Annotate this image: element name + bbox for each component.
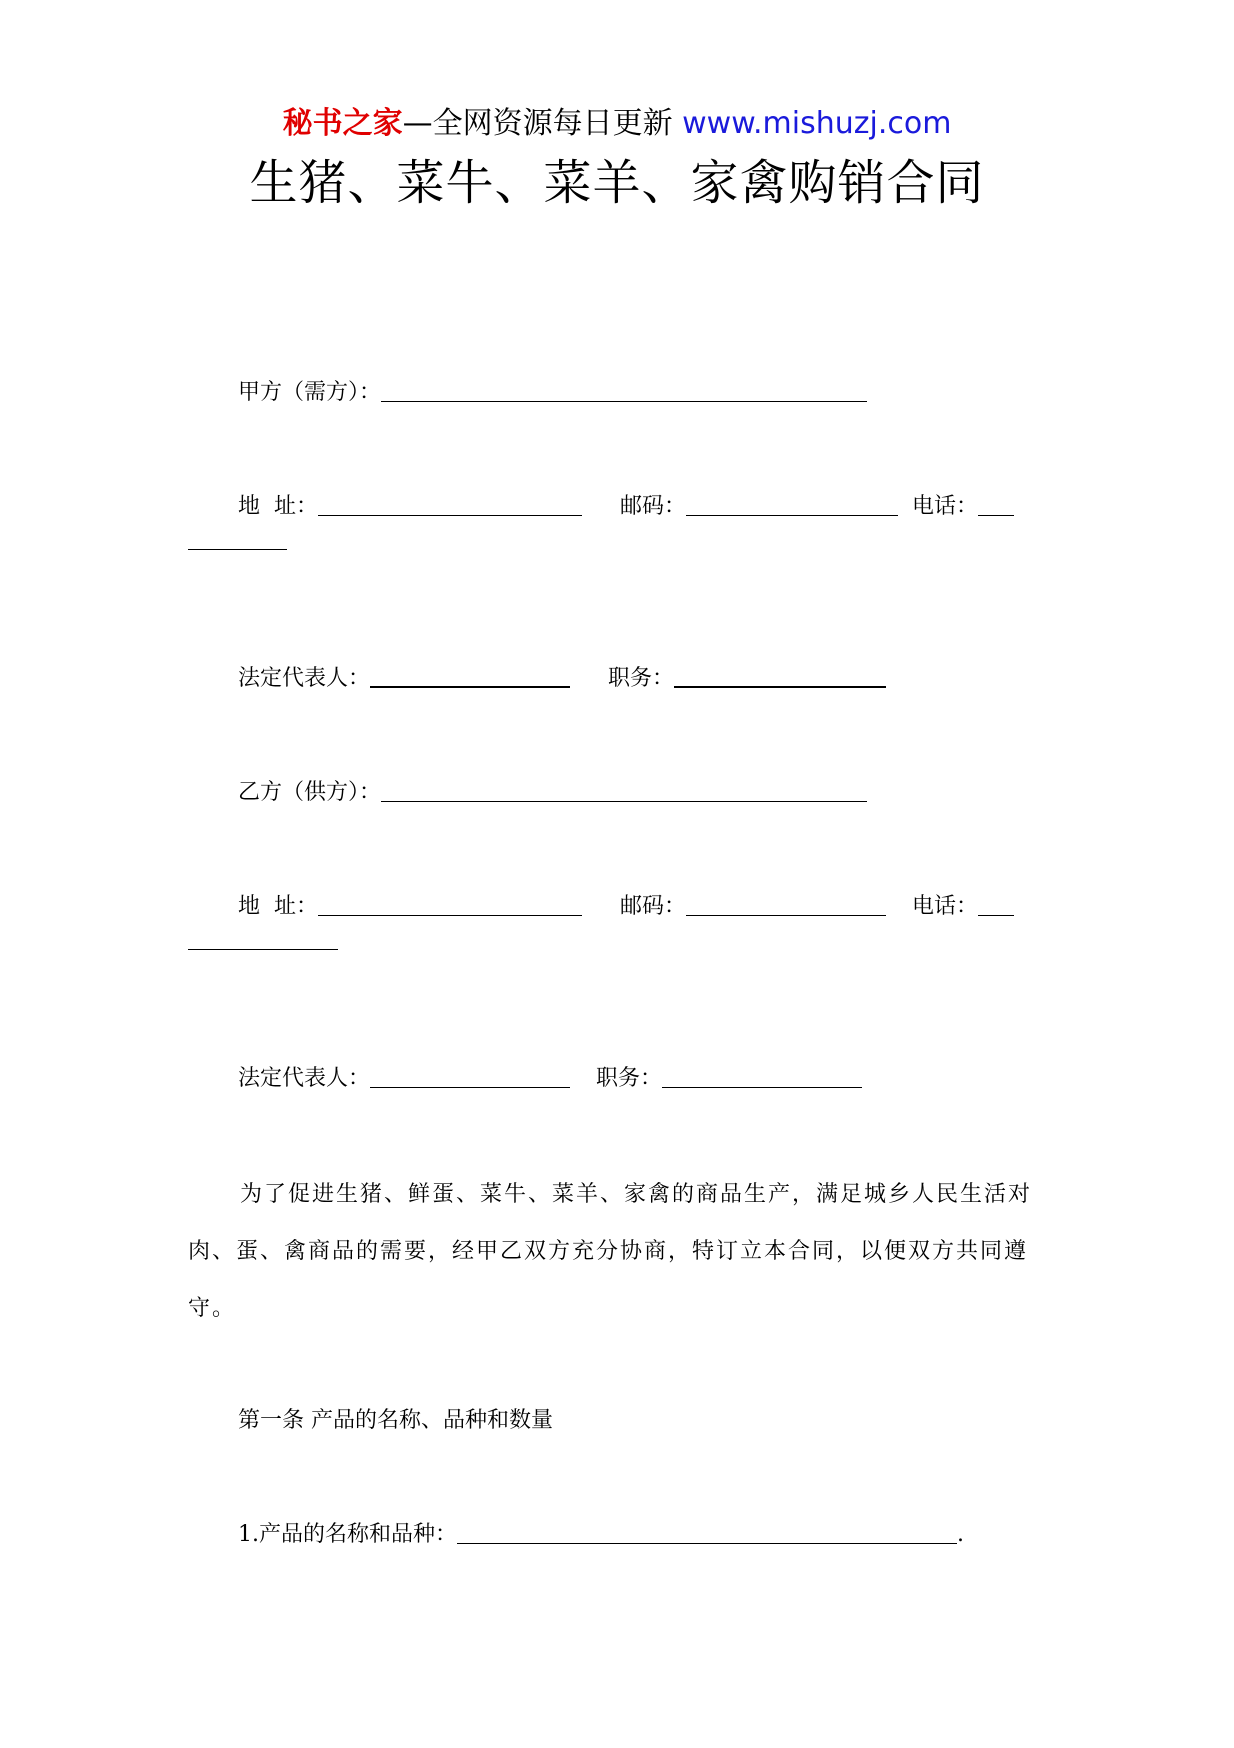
- party-b-phone-continued: [188, 948, 338, 956]
- party-b-phone-blank-cont[interactable]: [188, 948, 338, 950]
- preamble-paragraph: 为了促进生猪、鲜蛋、菜牛、菜羊、家禽的商品生产，满足城乡人民生活对肉、蛋、禽商品的需要，经甲乙双方充分协商，特订立本合同，以便双方共同遵守。: [188, 1182, 1033, 1321]
- party-a-postcode-blank[interactable]: [686, 514, 898, 516]
- article-1-item-1: [238, 1520, 964, 1550]
- party-a-position-label: 职务：: [608, 666, 675, 691]
- party-a-label: 甲方（需方）：: [238, 380, 382, 405]
- party-b-rep-blank[interactable]: [370, 1086, 570, 1088]
- header-tagline: —全网资源每日更新: [402, 106, 673, 141]
- party-b-row: [238, 778, 867, 808]
- article-1-heading-text: 第一条 产品的名称、品种和数量: [238, 1408, 553, 1433]
- item-1-end: .: [957, 1522, 964, 1547]
- party-a-rep-blank[interactable]: [370, 685, 570, 688]
- brand-name: 秘书之家: [282, 106, 403, 141]
- party-b-position-blank[interactable]: [662, 1086, 862, 1088]
- party-a-position-blank[interactable]: [674, 685, 886, 688]
- article-1-heading: [238, 1406, 553, 1436]
- party-b-address-label: 地 址：: [238, 894, 318, 919]
- party-a-rep-row: [238, 664, 886, 694]
- party-a-contact-row: [238, 492, 1014, 522]
- party-b-label: 乙方（供方）：: [238, 780, 382, 805]
- party-a-rep-label: 法定代表人：: [238, 666, 371, 691]
- party-a-address-label: 地 址：: [238, 494, 318, 519]
- item-1-blank[interactable]: [457, 1542, 957, 1544]
- party-b-phone-blank[interactable]: [978, 914, 1014, 916]
- party-b-position-label: 职务：: [596, 1066, 663, 1091]
- party-b-postcode-blank[interactable]: [686, 914, 886, 916]
- party-b-address-blank[interactable]: [318, 914, 582, 916]
- party-b-rep-row: [238, 1064, 862, 1094]
- party-b-blank[interactable]: [381, 800, 867, 802]
- party-b-postcode-label: 邮码：: [620, 894, 687, 919]
- party-b-rep-label: 法定代表人：: [238, 1066, 371, 1091]
- party-a-phone-blank[interactable]: [978, 514, 1014, 516]
- party-b-contact-row: [238, 892, 1014, 922]
- party-a-row: [238, 378, 867, 408]
- party-b-phone-label: 电话：: [912, 894, 979, 919]
- party-a-address-blank[interactable]: [318, 514, 582, 516]
- party-a-phone-label: 电话：: [912, 494, 979, 519]
- site-url[interactable]: www.mishuzj.com: [682, 106, 952, 141]
- party-a-blank[interactable]: [381, 400, 867, 402]
- party-a-phone-blank-cont[interactable]: [188, 548, 287, 550]
- item-1-label: 1.产品的名称和品种：: [238, 1522, 457, 1547]
- site-header: [0, 104, 1234, 144]
- party-a-phone-continued: [188, 548, 287, 556]
- party-a-postcode-label: 邮码：: [620, 494, 687, 519]
- document-title: 生猪、菜牛、菜羊、家禽购销合同: [249, 155, 985, 211]
